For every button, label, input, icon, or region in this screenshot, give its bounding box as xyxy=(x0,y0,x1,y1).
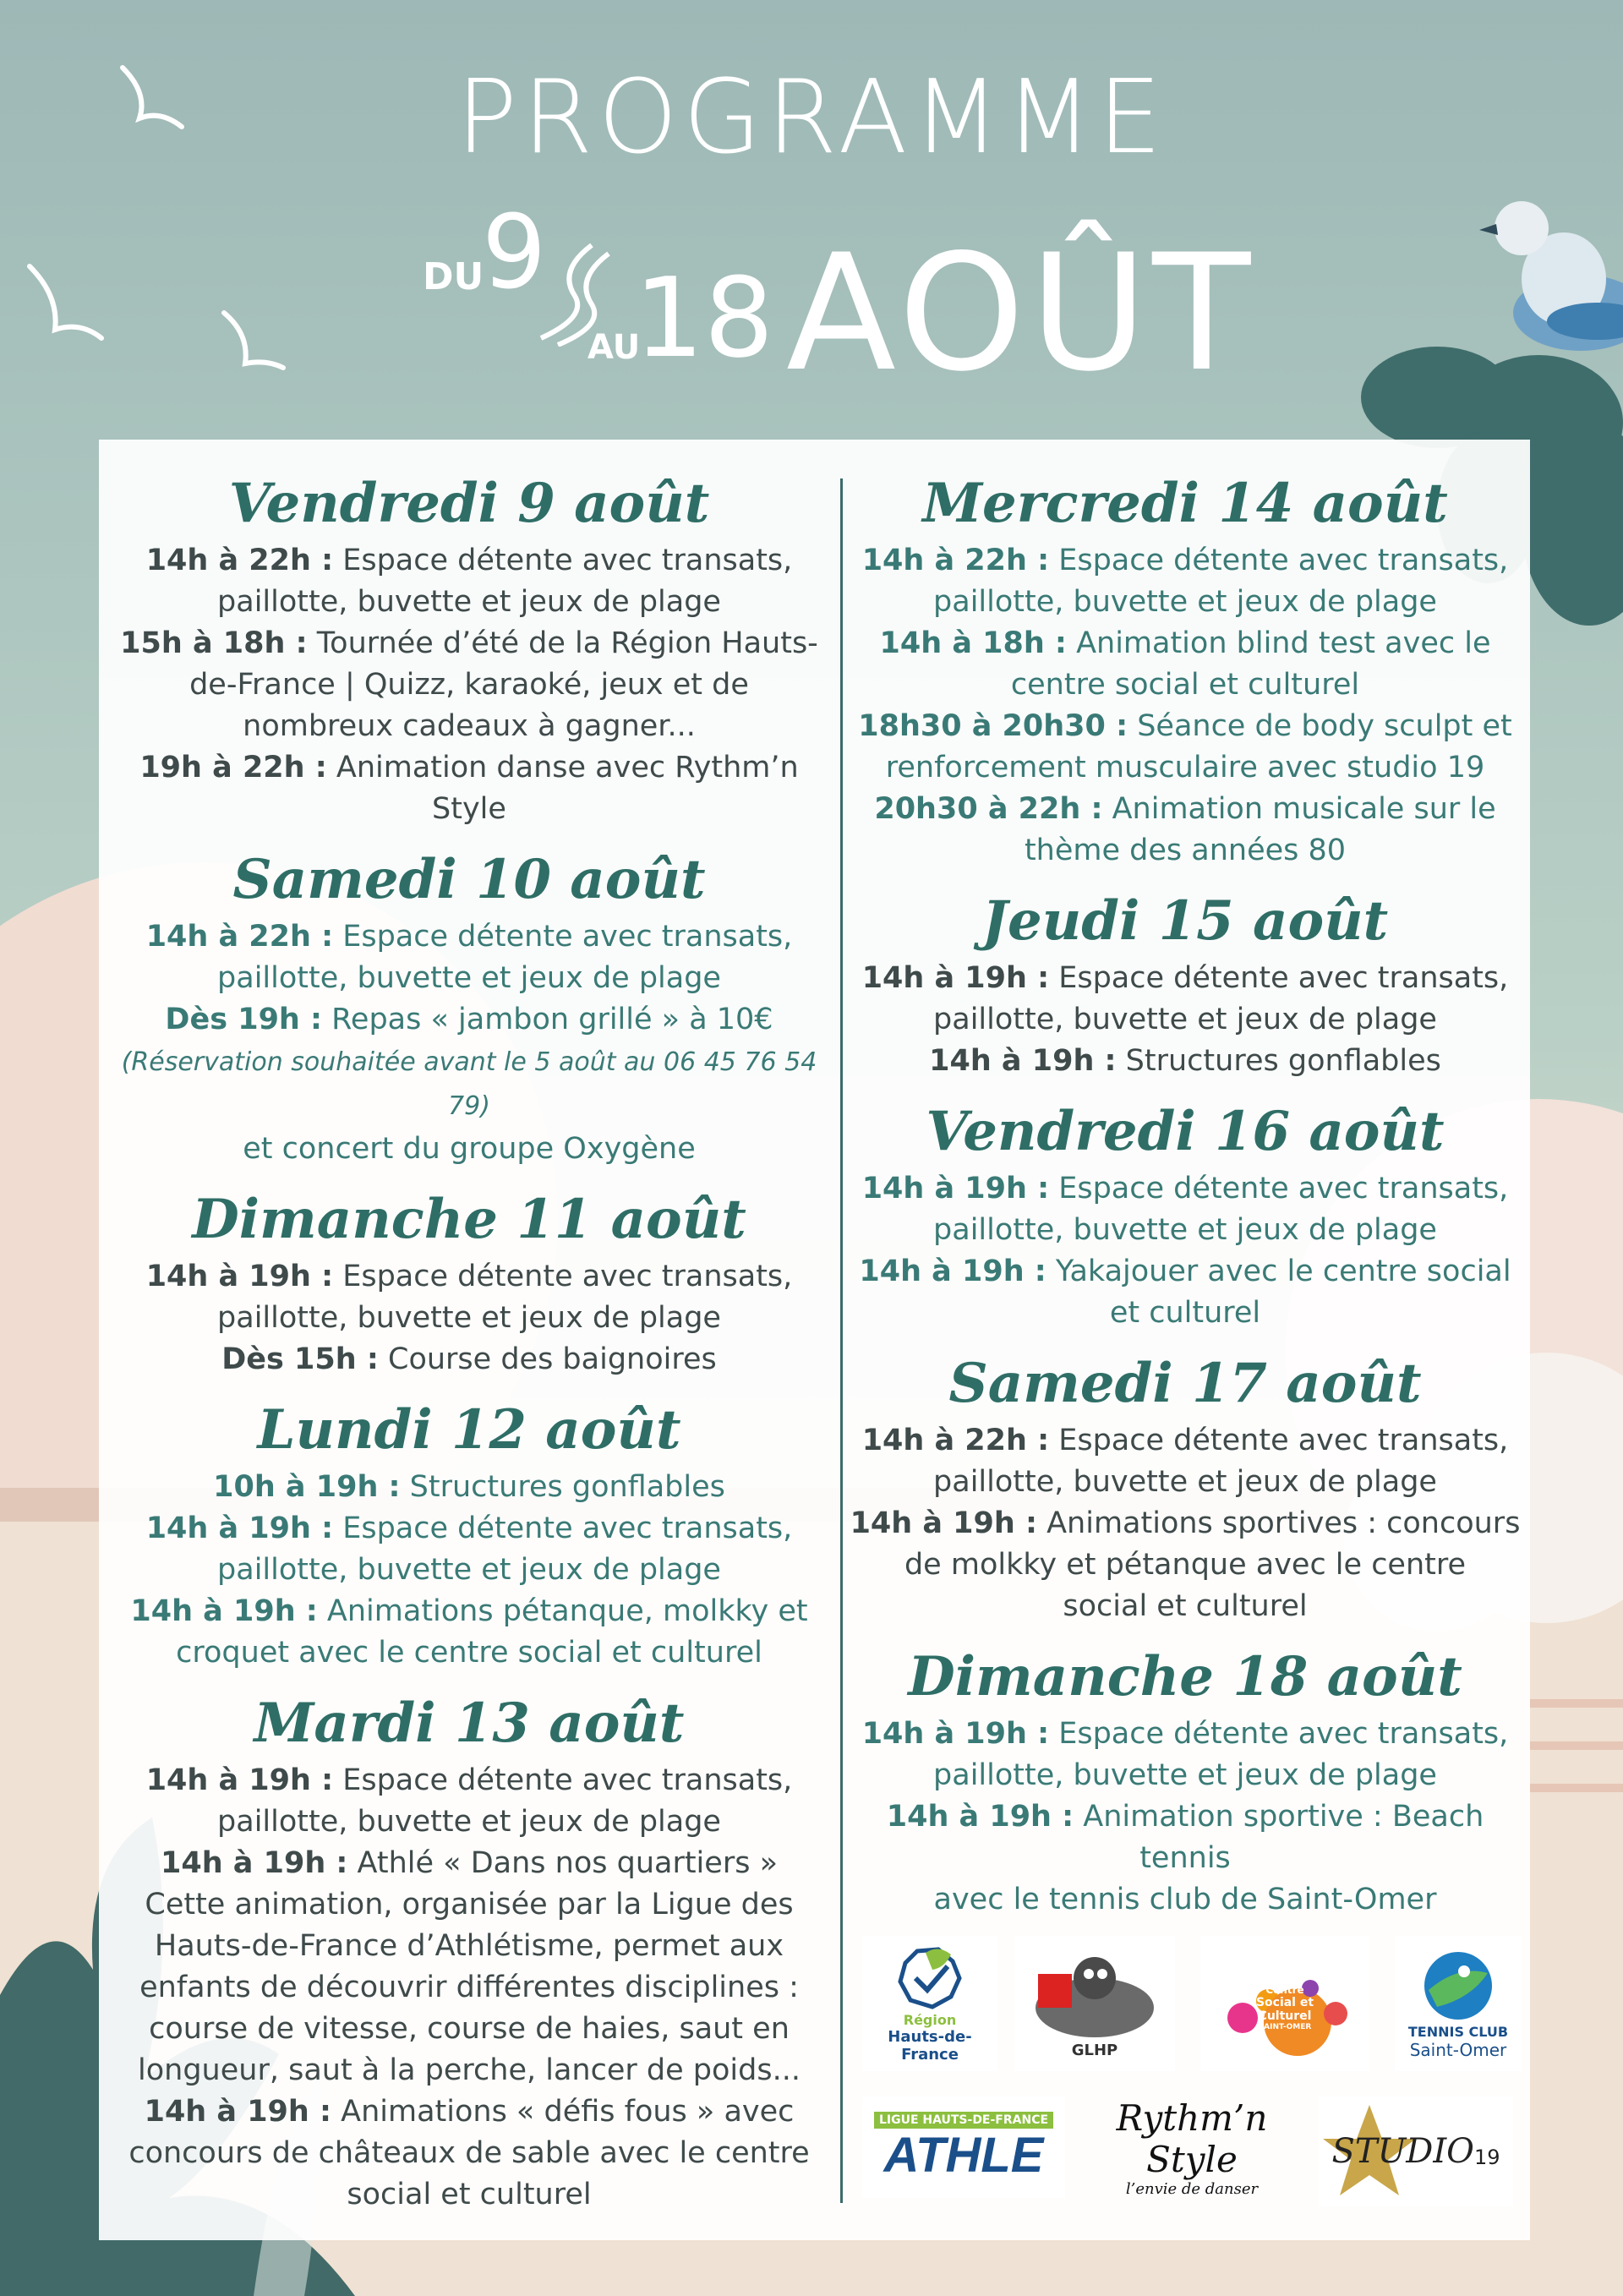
day-title: Vendredi 9 août xyxy=(228,472,710,535)
date-end-day: 18 xyxy=(634,254,774,382)
day-title: Samedi 17 août xyxy=(948,1352,1422,1415)
day-title: Samedi 10 août xyxy=(232,848,706,911)
column-divider xyxy=(840,478,843,2203)
region-logo xyxy=(862,1936,997,2071)
centre-label-2: Social et xyxy=(1255,1996,1314,2009)
centre-social-logo xyxy=(1200,1936,1369,2071)
region-label-2: Hauts-de-France xyxy=(888,2027,972,2064)
reservation-note: (Réservation souhaitée avant le 5 août au 06 45 76 54 79) xyxy=(121,1047,817,1121)
day-jeudi-15: Jeudi 15 août 14h à 19h : Espace détente avec transats, paillotte, buvette et jeux de plage 14h à 19h : Structures gonflables xyxy=(847,887,1523,1082)
date-range xyxy=(0,194,1623,407)
athle-label-2: ATHLE xyxy=(883,2128,1044,2183)
rythm-style-logo xyxy=(1074,2096,1310,2198)
region-label-1: Région xyxy=(903,2011,957,2028)
tennis-ball-icon xyxy=(1420,1948,1496,2024)
header xyxy=(0,0,1623,440)
day-vendredi-16: Vendredi 16 août 14h à 19h : Espace détente avec transats, paillotte, buvette et jeux de plage 14h à 19h : Yakajouer avec le centre social et culturel xyxy=(847,1097,1523,1334)
day-title: Lundi 12 août xyxy=(257,1398,681,1462)
glhp-label: GLHP xyxy=(1071,2041,1118,2059)
date-du: DU xyxy=(423,255,484,298)
day-dimanche-18: Dimanche 18 août 14h à 19h : Espace détente avec transats, paillotte, buvette et jeux de plage 14h à 19h : Animation sportive : Beach tennis avec le tennis club de Saint-Omer xyxy=(847,1643,1523,1921)
day-title: Mercredi 14 août xyxy=(922,472,1448,535)
studio-label-2: 19 xyxy=(1473,2146,1500,2169)
day-title: Mardi 13 août xyxy=(254,1692,685,1755)
tennis-label-2: Saint-Omer xyxy=(1409,2039,1507,2060)
tennis-label-1: TENNIS CLUB xyxy=(1407,2023,1509,2040)
left-column xyxy=(110,469,828,2231)
day-title: Vendredi 16 août xyxy=(926,1100,1445,1163)
studio-label-1: STUDIO xyxy=(1331,2132,1474,2171)
day-title: Dimanche 18 août xyxy=(908,1645,1462,1708)
date-month: AOÛT xyxy=(786,220,1256,407)
day-mercredi-14: Mercredi 14 août 14h à 22h : Espace détente avec transats, paillotte, buvette et jeux de plage 14h à 18h : Animation blind test avec le centre social et culturel 18h30 à 20h30 : Séance de body sculpt et renforcement musculaire avec studio 19 20h30 à 22h : Animation musicale sur le thème des années 80 xyxy=(847,469,1523,872)
centre-label-3: Culturel xyxy=(1258,2009,1312,2023)
day-dimanche-11: Dimanche 11 août 14h à 19h : Espace détente avec transats, paillotte, buvette et jeux de plage Dès 15h : Course des baignoires xyxy=(110,1185,828,1380)
glhp-logo xyxy=(1014,1936,1175,2071)
day-vendredi-9: Vendredi 9 août 14h à 22h : Espace détente avec transats, paillotte, buvette et jeux de plage 15h à 18h : Tournée d’été de la Région Hauts- de-France | Quizz, karaoké, jeux et de nombreux cadeaux à gagner... 19h à 22h : Animation danse avec Rythm’n Style xyxy=(110,469,828,830)
rythm-label-2: l’envie de danser xyxy=(1125,2179,1259,2198)
right-column xyxy=(847,469,1523,1936)
day-lundi-12: Lundi 12 août 10h à 19h : Structures gonflables 14h à 19h : Espace détente avec transats, paillotte, buvette et jeux de plage 14h à 19h : Animations pétanque, molkky et croquet avec le centre social et culturel xyxy=(110,1396,828,1674)
date-au: AU xyxy=(587,328,641,367)
rythm-label-1: Rythm’n Style xyxy=(1116,2096,1268,2180)
centre-label-4: SAINT-OMER xyxy=(1258,2023,1312,2031)
day-mardi-13: Mardi 13 août 14h à 19h : Espace détente avec transats, paillotte, buvette et jeux de plage 14h à 19h : Athlé « Dans nos quartiers » Cette animation, organisée par la Ligue des Hauts-de-France d’Athlétisme, permet aux enfants de découvrir différentes disciplines : course de vitesse, course de haies, saut en longueur, saut à la perche, lancer de poids... 14h à 19h : Animations « défis fous » avec concours de châteaux de sable avec le centre social et culturel xyxy=(110,1689,828,2216)
athle-logo xyxy=(862,2096,1065,2198)
tennis-club-logo xyxy=(1395,1936,1522,2071)
day-samedi-10: Samedi 10 août 14h à 22h : Espace détente avec transats, paillotte, buvette et jeux de plage Dès 19h : Repas « jambon grillé » à 10€ (Réservation souhaitée avant le 5 août au 06 45 76 54 79) et concert du groupe Oxygène xyxy=(110,845,828,1170)
day-samedi-17: Samedi 17 août 14h à 22h : Espace détente avec transats, paillotte, buvette et jeux de plage 14h à 19h : Animations sportives : concours de molkky et pétanque avec le centre social et culturel xyxy=(847,1349,1523,1627)
studio19-logo xyxy=(1319,2096,1513,2206)
athle-label-1: LIGUE HAUTS-DE-FRANCE xyxy=(874,2112,1053,2129)
partner-logos xyxy=(862,1936,1522,2223)
centre-label-1: Centre xyxy=(1265,1984,1304,1996)
day-title: Dimanche 11 août xyxy=(192,1188,746,1251)
day-title: Jeudi 15 août xyxy=(981,889,1389,953)
page-title: PROGRAMME xyxy=(456,59,1167,177)
cartoon-logo-icon xyxy=(1031,1949,1158,2042)
france-map-icon xyxy=(892,1944,968,2012)
date-start-day: 9 xyxy=(482,194,547,312)
